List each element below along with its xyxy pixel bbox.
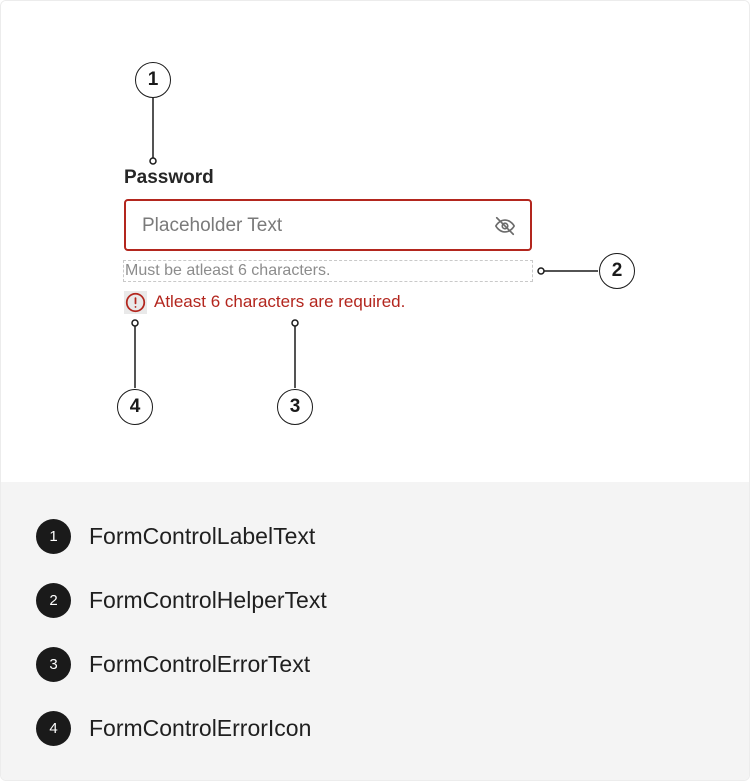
error-icon-highlight: [124, 291, 147, 314]
connector-dot-2: [538, 268, 544, 274]
component-stage: [1, 1, 749, 482]
callout-4: 4: [117, 389, 153, 425]
helper-text: Must be atleast 6 characters.: [123, 260, 533, 282]
legend-badge: 4: [36, 711, 71, 746]
legend-badge: 3: [36, 647, 71, 682]
alert-circle-icon: [125, 292, 146, 313]
legend-text: FormControlLabelText: [89, 523, 316, 549]
legend-text: FormControlHelperText: [89, 587, 327, 613]
callout-1: 1: [135, 62, 171, 98]
connector-dot-4: [132, 320, 138, 326]
legend-badge: 2: [36, 583, 71, 618]
connector-dot-3: [292, 320, 298, 326]
legend-panel: [1, 482, 749, 780]
legend-badge: 1: [36, 519, 71, 554]
callout-2: 2: [599, 253, 635, 289]
error-text: Atleast 6 characters are required.: [154, 292, 406, 311]
callout-3: 3: [277, 389, 313, 425]
input-placeholder: Placeholder Text: [142, 215, 283, 236]
eye-off-icon[interactable]: [494, 215, 516, 237]
legend-text: FormControlErrorIcon: [89, 715, 312, 741]
connector-dot-1: [150, 158, 156, 164]
legend-text: FormControlErrorText: [89, 651, 311, 677]
password-label: Password: [124, 167, 214, 188]
password-input[interactable]: [124, 199, 532, 251]
